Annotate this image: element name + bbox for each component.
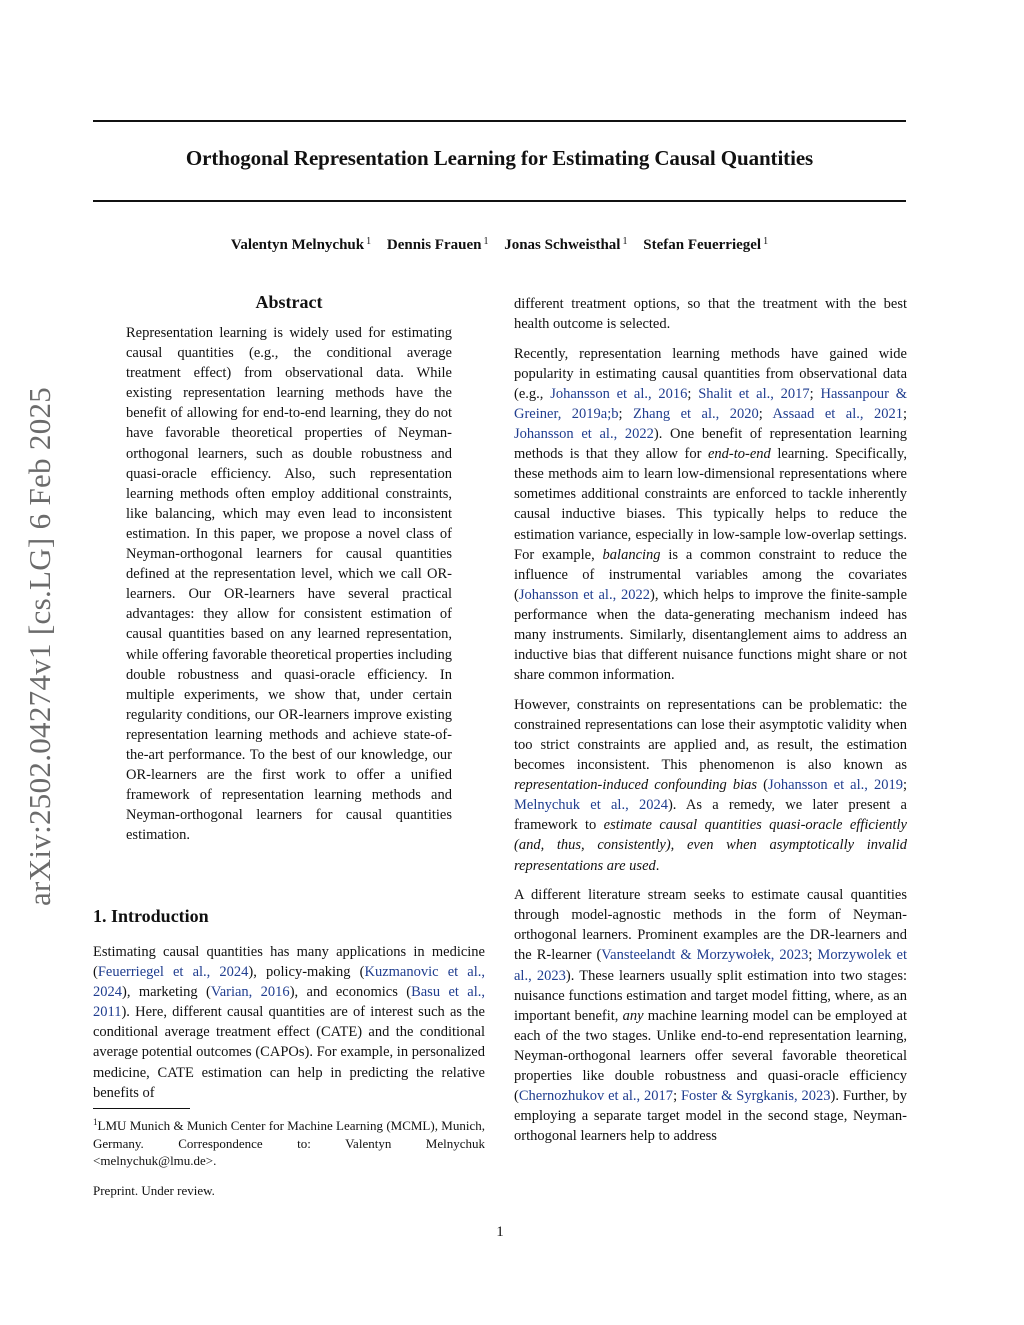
- citation-link[interactable]: Shalit et al., 2017: [698, 385, 810, 402]
- citation-link[interactable]: Assaad et al., 2021: [772, 405, 903, 422]
- citation-link[interactable]: Basu et al., 2011: [93, 984, 485, 1021]
- author-list: [93, 236, 906, 254]
- citation-link[interactable]: Morzywolek et al., 2023: [514, 947, 907, 984]
- author: Dennis Frauen $^1$: [386, 236, 489, 253]
- citation-link[interactable]: Vansteelandt & Morzywołek, 2023: [601, 947, 809, 964]
- abstract-text: Representation learning is widely used for estimating causal quantities (e.g., the conditional average treatment effect) from observational data. While existing representation learning methods have the benefit of allowing for end-to-end learning, they do not have favorable theoretical properties of Neyman-orthogonal learners, such as double robustness and quasi-oracle efficiency. Also, such representation learning methods often employ additional constraints, like balancing, which may even lead to inconsistent estimation. In this paper, we propose a novel class of Neyman-orthogonal learners for causal quantities defined at the representation level, which we call OR-learners. Our OR-learners have several practical advantages: they allow for consistent estimation of causal quantities based on any learned representation, while offering favorable theoretical properties including double robustness and quasi-oracle efficiency. In multiple experiments, we show that, under certain regularity conditions, our OR-learners improve existing representation learning methods and achieve state-of-the-art performance. To the best of our knowledge, our OR-learners are the first work to offer a unified framework of representation learning methods and Neyman-orthogonal learners for causal quantities estimation.: [126, 325, 452, 844]
- paragraph: different treatment options, so that the treatment with the best health outcome is selected.: [514, 296, 907, 333]
- citation-link[interactable]: Johansson et al., 2019: [767, 777, 903, 794]
- citation-link[interactable]: Zhang et al., 2020: [633, 405, 759, 422]
- citation-link[interactable]: Hassanpour & Greiner, 2019a;b: [514, 385, 908, 422]
- citation-link[interactable]: Varian, 2016: [210, 984, 290, 1001]
- paragraph: A different literature stream seeks to estimate causal quantities through model-agnostic methods in the form of Neyman-orthogonal learners. Prominent examples are the DR-learners and the R-learner (Vansteelandt & Morzywołek, 2023; Morzywolek et al., 2023). These learners usually split estimation into two stages: nuisance functions estimation and target model fitting, where, as an important benefit, any machine learning model can be employed at each of the two stages. Unlike end-to-end representation learning, Neyman-orthogonal learners offer several favorable theoretical properties like double robustness and quasi-oracle efficiency (Chernozhukov et al., 2017; Foster & Syrgkanis, 2023). Further, by employing a separate target model in the second stage, Neyman-orthogonal learners help to address: [514, 887, 908, 1145]
- author: Stefan Feuerriegel $^1$: [643, 236, 769, 253]
- page-number: 1: [496, 1224, 504, 1240]
- title-rule-bottom: [93, 200, 906, 202]
- citation-link[interactable]: Johansson et al., 2022: [514, 426, 654, 443]
- author: Valentyn Melnychuk $^1$: [230, 236, 372, 253]
- affiliation-footnote: $^1$LMU Munich & Munich Center for Machine Learning (MCML), Munich, Germany. Correspondence to: Valentyn Melnychuk <melnychuk@lmu.de>.: [93, 1117, 485, 1168]
- citation-link[interactable]: Johansson et al., 2016: [550, 385, 688, 402]
- section-heading-introduction: 1. Introduction: [93, 906, 209, 926]
- paper-title: Orthogonal Representation Learning for Estimating Causal Quantities: [185, 146, 814, 170]
- abstract-heading: Abstract: [255, 292, 323, 312]
- title-rule-top: [93, 120, 906, 122]
- paragraph: However, constraints on representations can be problematic: the constrained representations can lose their asymptotic validity when too strict constraints are applied and, as result, the estimation becomes inconsistent. This phenomenon is also known as representation-induced confounding bias (Johansson et al., 2019; Melnychuk et al., 2024). As a remedy, we later present a framework to estimate causal quantities quasi-oracle efficiently (and, thus, consistently), even when asymptotically invalid representations are used.: [514, 696, 907, 874]
- footnote-rule: [93, 1108, 190, 1109]
- author: Jonas Schweisthal $^1$: [504, 236, 628, 253]
- citation-link[interactable]: Foster & Syrgkanis, 2023: [680, 1088, 831, 1105]
- citation-link[interactable]: Feuerriegel et al., 2024: [97, 964, 249, 981]
- citation-link[interactable]: Kuzmanovic et al., 2024: [93, 964, 486, 1001]
- arxiv-identifier: arXiv:2502.04274v1 [cs.LG] 6 Feb 2025: [22, 386, 57, 906]
- intro-paragraph: Estimating causal quantities has many applications in medicine (Feuerriegel et al., 2024), policy-making (Kuzmanovic et al., 2024), marketing (Varian, 2016), and economics (Basu et al., 2011). Here, different causal quantities are of interest such as the conditional average treatment effect (CATE) and the conditional average potential outcomes (CAPOs). For example, in personalized medicine, CATE estimation can help in predicting the relative benefits of: [93, 944, 486, 1101]
- right-column: [514, 294, 907, 1156]
- citation-link[interactable]: Melnychuk et al., 2024: [514, 797, 668, 814]
- paragraph: Recently, representation learning methods have gained wide popularity in estimating causal quantities from observational data (e.g., Johansson et al., 2016; Shalit et al., 2017; Hassanpour & Greiner, 2019a;b; Zhang et al., 2020; Assaad et al., 2021; Johansson et al., 2022). One benefit of representation learning methods is that they allow for end-to-end learning. Specifically, these methods aim to learn low-dimensional representations where sometimes additional constraints are enforced to tackle inherently causal inductive biases. This typically helps to reduce the estimation variance, especially in low-sample low-overlap settings. For example, balancing is a common constraint to reduce the influence of instrumental variables among the covariates (Johansson et al., 2022), which helps to improve the finite-sample performance when the data-generating mechanism indeed has many instruments. Similarly, disentanglement aims to address an inductive bias that different nuisance functions might share or not share common information.: [514, 345, 908, 684]
- citation-link[interactable]: Chernozhukov et al., 2017: [518, 1088, 674, 1105]
- citation-link[interactable]: Johansson et al., 2022: [518, 586, 650, 603]
- preprint-notice: Preprint. Under review.: [93, 1183, 215, 1198]
